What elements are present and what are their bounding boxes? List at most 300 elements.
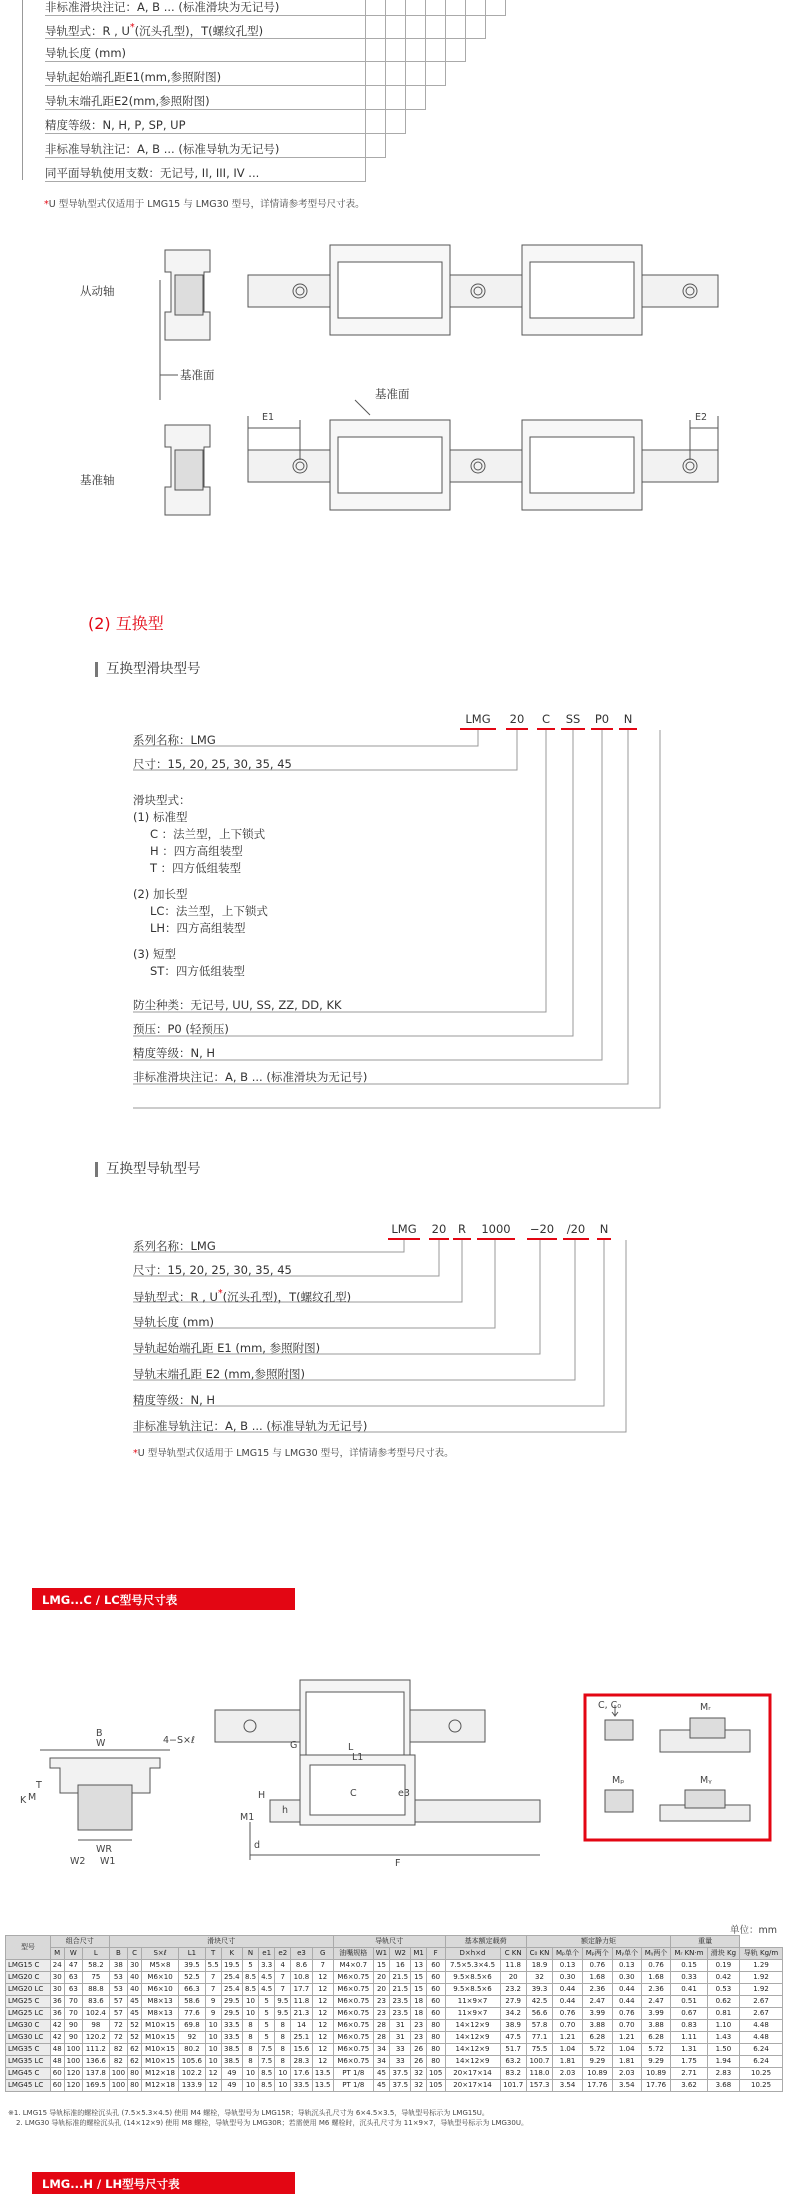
- table-cell: 9.29: [641, 2056, 670, 2068]
- th-sub: K: [221, 1948, 242, 1960]
- table-cell: 3.62: [671, 2080, 708, 2092]
- table-cell: M6×0.75: [333, 2008, 373, 2020]
- table-cell: 0.19: [707, 1960, 739, 1972]
- table-row: [6, 1996, 783, 2008]
- code-part: C: [541, 712, 551, 726]
- table-cell: 10: [205, 2032, 221, 2044]
- table-cell: 24: [50, 1960, 64, 1972]
- block-line: LH：四方高组装型: [150, 921, 246, 935]
- rail-line: 导轨型式：R , U*(沉头孔型)，T(螺纹孔型): [133, 1288, 352, 1304]
- table-cell: 1.94: [707, 2056, 739, 2068]
- table-cell: 9: [205, 2008, 221, 2020]
- table-cell: M6×0.75: [333, 2056, 373, 2068]
- th-sub: G: [312, 1948, 333, 1960]
- table-cell: 1.43: [707, 2032, 739, 2044]
- table-cell: M6×0.75: [333, 2032, 373, 2044]
- table-cell: 39.3: [526, 1984, 552, 1996]
- table-cell: 5: [259, 2020, 275, 2032]
- table-cell: 27.9: [500, 1996, 526, 2008]
- table-cell: 48: [50, 2056, 64, 2068]
- code-part: −20: [529, 1222, 555, 1236]
- th-sub: Mₚ两个: [582, 1948, 612, 1960]
- list-item: 非标准滑块注记：A, B ... (标准滑块为无记号): [45, 0, 280, 14]
- table-cell: 56.6: [526, 2008, 552, 2020]
- table-cell: 2.36: [582, 1984, 612, 1996]
- table-cell: 13: [411, 1960, 426, 1972]
- table-cell: 80.2: [179, 2044, 205, 2056]
- th-sub: M: [50, 1948, 64, 1960]
- table-cell: 80: [426, 2056, 445, 2068]
- block-line: 系列名称：LMG: [133, 733, 216, 747]
- model-cell: LMG30 C: [6, 2020, 51, 2032]
- table-cell: 102.2: [179, 2068, 205, 2080]
- table-cell: M6×0.75: [333, 1996, 373, 2008]
- code-part: LMG: [391, 1222, 417, 1236]
- table-cell: 12: [312, 1972, 333, 1984]
- table-cell: 10: [275, 2068, 291, 2080]
- table-cell: PT 1/8: [333, 2080, 373, 2092]
- block-line: T ：四方低组装型: [150, 861, 242, 875]
- block-line: 滑块型式：: [133, 793, 191, 807]
- table-cell: 2.67: [740, 2008, 783, 2020]
- table-cell: 53: [109, 1984, 128, 1996]
- table-cell: 25.4: [221, 1972, 242, 1984]
- table-cell: 45: [128, 2008, 142, 2020]
- table-cell: 0.76: [582, 1960, 612, 1972]
- dimension-drawings: [0, 1640, 790, 1920]
- table-cell: 60: [426, 1960, 445, 1972]
- table-cell: 0.51: [671, 1996, 708, 2008]
- code-part: LMG: [465, 712, 491, 726]
- table-cell: 11×9×7: [445, 1996, 500, 2008]
- table-cell: 101.7: [500, 2080, 526, 2092]
- table-cell: 0.13: [553, 1960, 583, 1972]
- table-cell: 100: [64, 2056, 83, 2068]
- table-row: [6, 1972, 783, 1984]
- model-cell: LMG20 C: [6, 1972, 51, 1984]
- dim-label-m: M: [28, 1792, 37, 1803]
- table-cell: 7: [312, 1960, 333, 1972]
- table-cell: 32: [411, 2068, 426, 2080]
- table-cell: M12×18: [141, 2068, 178, 2080]
- th-sub: S×ℓ: [141, 1948, 178, 1960]
- table-cell: 23: [373, 2008, 389, 2020]
- th-sub: M1: [411, 1948, 426, 1960]
- list-item: 导轨起始端孔距E1(mm,参照附图): [45, 70, 222, 84]
- table-cell: 17.7: [291, 1984, 312, 1996]
- code-part: N: [623, 712, 633, 726]
- table-cell: 57: [109, 1996, 128, 2008]
- table-cell: 137.8: [83, 2068, 109, 2080]
- table-cell: 12: [312, 2056, 333, 2068]
- table-cell: 0.44: [612, 1984, 641, 1996]
- table-cell: 52.5: [179, 1972, 205, 1984]
- th-sub: B: [109, 1948, 128, 1960]
- footnote: ※1. LMG15 导轨标准的螺栓沉头孔 (7.5×5.3×4.5) 使用 M4 螺栓，导轨型号为 LMG15R；导轨沉头孔尺寸为 6×4.5×3.5，导轨型号标示为 LMG15U。: [8, 2109, 489, 2117]
- rail-line: 尺寸：15, 20, 25, 30, 35, 45: [133, 1263, 292, 1277]
- table-cell: 2.67: [740, 1996, 783, 2008]
- th-sub: Mᵧ单个: [612, 1948, 641, 1960]
- table-cell: 5: [259, 2032, 275, 2044]
- table-cell: 72: [109, 2020, 128, 2032]
- rail-line: 导轨末端孔距 E2 (mm,参照附图): [133, 1367, 305, 1381]
- dim-label-h: H: [258, 1790, 266, 1801]
- th-group: 导轨尺寸: [333, 1936, 445, 1948]
- code-part: R: [458, 1222, 466, 1236]
- table-cell: 1.68: [582, 1972, 612, 1984]
- dim-label-h1: h: [282, 1805, 289, 1816]
- table-cell: 23.2: [500, 1984, 526, 1996]
- table-cell: M6×10: [141, 1984, 178, 1996]
- table-cell: 0.15: [671, 1960, 708, 1972]
- block-line: 尺寸：15, 20, 25, 30, 35, 45: [133, 757, 292, 771]
- th-sub: N: [242, 1948, 258, 1960]
- table-cell: 100.7: [526, 2056, 552, 2068]
- table-cell: 2.36: [641, 1984, 670, 1996]
- block-line: 预压：P0 (轻预压): [133, 1022, 229, 1036]
- table-cell: 5.72: [582, 2044, 612, 2056]
- table-cell: 10.8: [291, 1972, 312, 1984]
- table-cell: 10.25: [740, 2068, 783, 2080]
- dim-label-l1: L1: [352, 1752, 364, 1763]
- table-footnotes: [8, 2108, 783, 2128]
- table-cell: 16: [390, 1960, 411, 1972]
- section-bar: LMG...C / LC型号尺寸表: [32, 1588, 295, 1610]
- table-cell: 100: [109, 2080, 128, 2092]
- table-cell: 136.6: [83, 2056, 109, 2068]
- list-item: 非标准导轨注记：A, B ... (标准导轨为无记号): [45, 142, 280, 156]
- moment-label: Mᵧ: [700, 1775, 712, 1786]
- table-cell: 11.8: [500, 1960, 526, 1972]
- list-item: 导轨长度 (mm): [45, 46, 127, 60]
- table-cell: 11×9×7: [445, 2008, 500, 2020]
- table-cell: 12: [312, 2032, 333, 2044]
- table-cell: 6.24: [740, 2044, 783, 2056]
- table-cell: M10×15: [141, 2044, 178, 2056]
- table-cell: 1.92: [740, 1972, 783, 1984]
- table-cell: 3.99: [582, 2008, 612, 2020]
- table-cell: 10: [275, 2080, 291, 2092]
- table-cell: 9.5: [275, 1996, 291, 2008]
- table-cell: 8.6: [291, 1960, 312, 1972]
- table-cell: 1.04: [612, 2044, 641, 2056]
- table-cell: 40: [128, 1972, 142, 1984]
- table-cell: 9.29: [582, 2056, 612, 2068]
- table-cell: 120: [64, 2068, 83, 2080]
- table-cell: 111.2: [83, 2044, 109, 2056]
- table-cell: 45: [373, 2068, 389, 2080]
- table-cell: 0.42: [707, 1972, 739, 1984]
- table-cell: 42.5: [526, 1996, 552, 2008]
- table-cell: 14×12×9: [445, 2032, 500, 2044]
- table-cell: 28: [373, 2020, 389, 2032]
- table-cell: 38.5: [221, 2044, 242, 2056]
- table-cell: 100: [109, 2068, 128, 2080]
- table-cell: 92: [179, 2032, 205, 2044]
- th-sub: W1: [373, 1948, 389, 1960]
- table-cell: 72: [109, 2032, 128, 2044]
- dim-label-m1: M1: [240, 1812, 255, 1823]
- dim-label-w: W: [96, 1738, 106, 1749]
- table-cell: 21.5: [390, 1972, 411, 1984]
- table-row: [6, 2080, 783, 2092]
- table-cell: M4×0.7: [333, 1960, 373, 1972]
- table-cell: 31: [390, 2032, 411, 2044]
- reference-surface-label: 基准面: [180, 368, 215, 382]
- table-cell: 60: [426, 1972, 445, 1984]
- table-row: [6, 1984, 783, 1996]
- top-rail-list: [0, 0, 790, 215]
- table-cell: PT 1/8: [333, 2068, 373, 2080]
- model-cell: LMG20 LC: [6, 1984, 51, 1996]
- table-cell: 1.50: [707, 2044, 739, 2056]
- dim-label-l: L: [348, 1742, 354, 1753]
- table-cell: 14×12×9: [445, 2020, 500, 2032]
- table-cell: 26: [411, 2056, 426, 2068]
- th-group: 型号: [6, 1936, 51, 1960]
- table-cell: 75.5: [526, 2044, 552, 2056]
- section-title: (2) 互换型: [88, 614, 164, 633]
- table-cell: 8: [275, 2044, 291, 2056]
- table-row: [6, 2008, 783, 2020]
- table-cell: 2.71: [671, 2068, 708, 2080]
- table-cell: 80: [128, 2080, 142, 2092]
- table-cell: 0.70: [553, 2020, 583, 2032]
- table-cell: 60: [426, 2008, 445, 2020]
- table-cell: 2.47: [582, 1996, 612, 2008]
- table-cell: 0.44: [612, 1996, 641, 2008]
- table-cell: 36: [50, 1996, 64, 2008]
- table-cell: 3.54: [553, 2080, 583, 2092]
- dimension-table-wrap: [5, 1935, 783, 2092]
- table-cell: 4: [275, 1960, 291, 1972]
- table-cell: 0.41: [671, 1984, 708, 1996]
- table-cell: 21.3: [291, 2008, 312, 2020]
- table-cell: 7.5: [259, 2056, 275, 2068]
- model-cell: LMG15 C: [6, 1960, 51, 1972]
- table-cell: 23: [411, 2032, 426, 2044]
- rail-mounting-diagram: [0, 220, 790, 550]
- table-cell: 70: [64, 1996, 83, 2008]
- table-cell: 32: [411, 2080, 426, 2092]
- table-cell: 2.83: [707, 2068, 739, 2080]
- table-cell: 12: [312, 1984, 333, 1996]
- block-line: 精度等级：N, H: [133, 1046, 216, 1060]
- table-cell: 60: [50, 2068, 64, 2080]
- reference-shaft-label: 基准轴: [80, 473, 115, 487]
- block-model-title: 互换型滑块型号: [95, 662, 201, 677]
- table-cell: 57: [109, 2008, 128, 2020]
- dimension-drawing-svg: [0, 1640, 790, 1920]
- table-cell: 60: [426, 1996, 445, 2008]
- table-cell: 15: [411, 1984, 426, 1996]
- table-cell: 15: [411, 1972, 426, 1984]
- th-sub: Mᵣ KN·m: [671, 1948, 708, 1960]
- table-cell: 90: [64, 2020, 83, 2032]
- table-cell: 10: [205, 2020, 221, 2032]
- dim-label-w2: W2: [70, 1856, 86, 1867]
- table-cell: 105.6: [179, 2056, 205, 2068]
- table-cell: 0.76: [641, 1960, 670, 1972]
- table-cell: 1.75: [671, 2056, 708, 2068]
- table-cell: 57.8: [526, 2020, 552, 2032]
- moment-label: Mᵣ: [700, 1702, 711, 1713]
- table-cell: 8: [275, 2032, 291, 2044]
- table-cell: 80: [426, 2044, 445, 2056]
- table-cell: 133.9: [179, 2080, 205, 2092]
- table-cell: 34: [373, 2056, 389, 2068]
- table-cell: 21.5: [390, 1984, 411, 1996]
- th-sub: 油嘴规格: [333, 1948, 373, 1960]
- table-cell: 17.76: [582, 2080, 612, 2092]
- table-cell: 4.5: [259, 1972, 275, 1984]
- table-cell: M8×13: [141, 1996, 178, 2008]
- rail-line: 非标准导轨注记：A, B ... (标准导轨为无记号): [133, 1419, 368, 1433]
- table-cell: 12: [205, 2080, 221, 2092]
- table-cell: 7.5: [259, 2044, 275, 2056]
- table-cell: 120: [64, 2080, 83, 2092]
- table-cell: 63.2: [500, 2056, 526, 2068]
- table-cell: 4.48: [740, 2020, 783, 2032]
- table-cell: 4.5: [259, 1984, 275, 1996]
- table-cell: 9.5×8.5×6: [445, 1984, 500, 1996]
- table-cell: 3.88: [582, 2020, 612, 2032]
- table-cell: 1.10: [707, 2020, 739, 2032]
- table-cell: 8: [242, 2044, 258, 2056]
- table-cell: 49: [221, 2068, 242, 2080]
- th-sub: F: [426, 1948, 445, 1960]
- section-bar: LMG...H / LH型号尺寸表: [32, 2172, 295, 2194]
- table-cell: 38.5: [221, 2056, 242, 2068]
- table-cell: M8×13: [141, 2008, 178, 2020]
- table-cell: M10×15: [141, 2056, 178, 2068]
- table-cell: 33.5: [221, 2032, 242, 2044]
- table-cell: 5: [259, 2008, 275, 2020]
- table-cell: 82: [109, 2056, 128, 2068]
- table-cell: M5×8: [141, 1960, 178, 1972]
- table-cell: 42: [50, 2032, 64, 2044]
- code-part: /20: [566, 1222, 586, 1236]
- dim-label-wr: WR: [96, 1844, 112, 1855]
- table-cell: M12×18: [141, 2080, 178, 2092]
- th-group: 基本额定载荷: [445, 1936, 526, 1948]
- table-cell: 14×12×9: [445, 2044, 500, 2056]
- table-cell: 0.70: [612, 2020, 641, 2032]
- dim-label-f: F: [395, 1858, 401, 1869]
- table-cell: 10.25: [740, 2080, 783, 2092]
- table-cell: 25.1: [291, 2032, 312, 2044]
- table-cell: 2.47: [641, 1996, 670, 2008]
- block-line: ST：四方低组装型: [150, 964, 245, 978]
- table-cell: 1.92: [740, 1984, 783, 1996]
- table-cell: 0.83: [671, 2020, 708, 2032]
- table-cell: M6×0.75: [333, 2020, 373, 2032]
- table-cell: 25.4: [221, 1984, 242, 1996]
- table-cell: 60: [50, 2080, 64, 2092]
- footnote: 2. LMG30 导轨标准的螺栓沉头孔 (14×12×9) 使用 M8 螺栓，导轨型号为 LMG30R；若需使用 M6 螺栓时，沉头孔尺寸为 11×9×7，导轨型号标示为 LMG30U。: [16, 2119, 528, 2127]
- table-cell: 90: [64, 2032, 83, 2044]
- table-cell: 32: [526, 1972, 552, 1984]
- table-cell: 8.5: [259, 2080, 275, 2092]
- rail-line: 导轨长度 (mm): [133, 1315, 215, 1329]
- code-part: P0: [594, 712, 610, 726]
- table-cell: M6×0.75: [333, 2044, 373, 2056]
- th-sub: 滑块 Kg: [707, 1948, 739, 1960]
- table-row: [6, 2056, 783, 2068]
- table-cell: 5: [259, 1996, 275, 2008]
- rail-drawing: [0, 220, 790, 550]
- model-cell: LMG25 LC: [6, 2008, 51, 2020]
- table-cell: 30: [128, 1960, 142, 1972]
- table-cell: 62: [128, 2056, 142, 2068]
- table-cell: M6×0.75: [333, 1984, 373, 1996]
- table-cell: 9.5×8.5×6: [445, 1972, 500, 1984]
- table-cell: 0.67: [671, 2008, 708, 2020]
- table-cell: 20×17×14: [445, 2068, 500, 2080]
- table-cell: M10×15: [141, 2032, 178, 2044]
- table-cell: 17.6: [291, 2068, 312, 2080]
- table-cell: 83.2: [500, 2068, 526, 2080]
- th-sub: e1: [259, 1948, 275, 1960]
- table-cell: 58.6: [179, 1996, 205, 2008]
- table-cell: 0.44: [553, 1984, 583, 1996]
- load-label: C, C₀: [598, 1700, 622, 1711]
- table-cell: 75: [83, 1972, 109, 1984]
- th-group: 额定静力矩: [526, 1936, 670, 1948]
- th-group: 滑块尺寸: [109, 1936, 333, 1948]
- table-cell: 7: [275, 1984, 291, 1996]
- table-cell: 45: [373, 2080, 389, 2092]
- table-cell: 3.3: [259, 1960, 275, 1972]
- table-cell: 157.3: [526, 2080, 552, 2092]
- table-cell: 10.89: [641, 2068, 670, 2080]
- table-cell: 6.28: [582, 2032, 612, 2044]
- block-model-breakdown: [0, 700, 790, 1120]
- table-cell: 36: [50, 2008, 64, 2020]
- table-cell: 31: [390, 2020, 411, 2032]
- table-cell: M10×15: [141, 2020, 178, 2032]
- dim-label-k: K: [20, 1795, 27, 1806]
- table-cell: 8: [242, 2020, 258, 2032]
- table-cell: 1.68: [641, 1972, 670, 1984]
- th-sub: L: [83, 1948, 109, 1960]
- block-line: (2) 加长型: [133, 887, 188, 901]
- table-cell: 0.33: [671, 1972, 708, 1984]
- rail-type-note: *U 型导轨型式仅适用于 LMG15 与 LMG30 型号，详情请参考型号尺寸表。: [44, 199, 365, 210]
- table-cell: 0.62: [707, 1996, 739, 2008]
- table-cell: 6.24: [740, 2056, 783, 2068]
- table-cell: 48: [50, 2044, 64, 2056]
- table-cell: 0.13: [612, 1960, 641, 1972]
- table-cell: 0.44: [553, 1996, 583, 2008]
- table-cell: 8: [275, 2056, 291, 2068]
- table-cell: 29.5: [221, 1996, 242, 2008]
- model-cell: LMG35 LC: [6, 2056, 51, 2068]
- table-cell: 105: [426, 2080, 445, 2092]
- table-row: [6, 2032, 783, 2044]
- table-cell: 10: [205, 2044, 221, 2056]
- table-cell: 12: [312, 1996, 333, 2008]
- table-cell: 14×12×9: [445, 2056, 500, 2068]
- table-cell: 169.5: [83, 2080, 109, 2092]
- table-cell: 0.81: [707, 2008, 739, 2020]
- rail-model-breakdown: [0, 1210, 790, 1480]
- th-sub: 导轨 Kg/m: [740, 1948, 783, 1960]
- model-cell: LMG25 C: [6, 1996, 51, 2008]
- table-cell: 7: [275, 1972, 291, 1984]
- model-cell: LMG30 LC: [6, 2032, 51, 2044]
- block-line: H ：四方高组装型: [150, 844, 243, 858]
